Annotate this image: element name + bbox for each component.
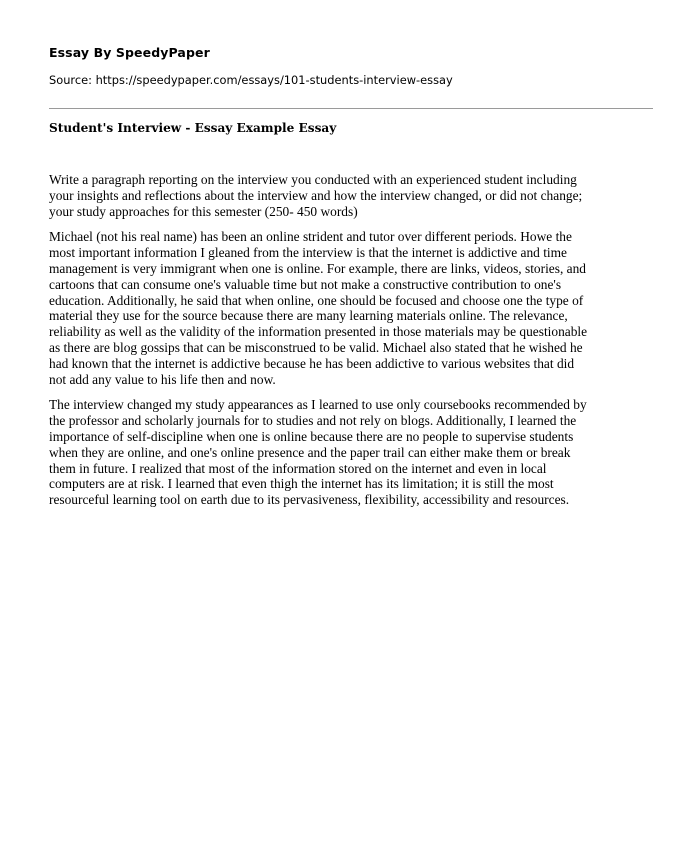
document-header-title: Essay By SpeedyPaper: [49, 45, 210, 60]
text-line: importance of self-discipline when one is online because there are no people to supervise students: [49, 428, 574, 444]
text-line: management is very immigrant when one is online. For example, there are links, videos, stories, and: [49, 260, 586, 276]
essay-paragraph: [49, 229, 669, 387]
text-line: The interview changed my study appearances as I learned to use only coursebooks recommended by: [49, 397, 587, 413]
text-line: cartoons that can consume one's valuable time but not make a constructive contribution to one's: [49, 276, 562, 292]
text-line: your study approaches for this semester (250- 450 words): [49, 203, 358, 219]
text-line: computers are at risk. I learned that even thigh the internet has its limitation; it is still the most: [49, 476, 554, 492]
source-line: Source: https://speedypaper.com/essays/101-students-interview-essay: [49, 73, 453, 87]
text-line: resourceful learning tool on earth due to its pervasiveness, flexibility, accessibility and resources.: [49, 492, 570, 508]
text-line: Michael (not his real name) has been an online strident and tutor over different periods. Howe the: [49, 229, 572, 245]
text-line: them in future. I realized that most of the information stored on the internet and even in local: [49, 460, 547, 476]
header-divider: [49, 108, 653, 109]
essay-body: [49, 172, 669, 518]
text-line: your insights and reflections about the interview and how the interview changed, or did not change;: [49, 187, 583, 203]
text-line: Write a paragraph reporting on the interview you conducted with an experienced student including: [49, 172, 577, 187]
text-line: material they use for the source because there are many learning materials online. The relevance,: [49, 308, 568, 324]
text-line: had known that the internet is addictive because he has been addictive to various websites that did: [49, 355, 575, 371]
essay-paragraph: [49, 172, 669, 219]
text-line: education. Additionally, he said that when online, one should be focused and choose one the type of: [49, 292, 584, 308]
text-line: as there are blog gossips that can be misconstrued to be valid. Michael also stated that he wished he: [49, 339, 583, 355]
essay-paragraph: [49, 397, 669, 508]
text-line: when they are online, and one's online presence and the paper trail can either make them or break: [49, 444, 571, 460]
text-line: reliability as well as the validity of the information presented in those materials may be questionable: [49, 324, 588, 340]
essay-title: Student's Interview - Essay Example Essay: [49, 121, 337, 135]
text-line: the professor and scholarly journals for to studies and not rely on blogs. Additionally, I learned the: [49, 413, 577, 429]
text-line: not add any value to his life then and now.: [49, 371, 276, 387]
text-line: most important information I gleaned from the interview is that the internet is addictive and time: [49, 245, 568, 261]
